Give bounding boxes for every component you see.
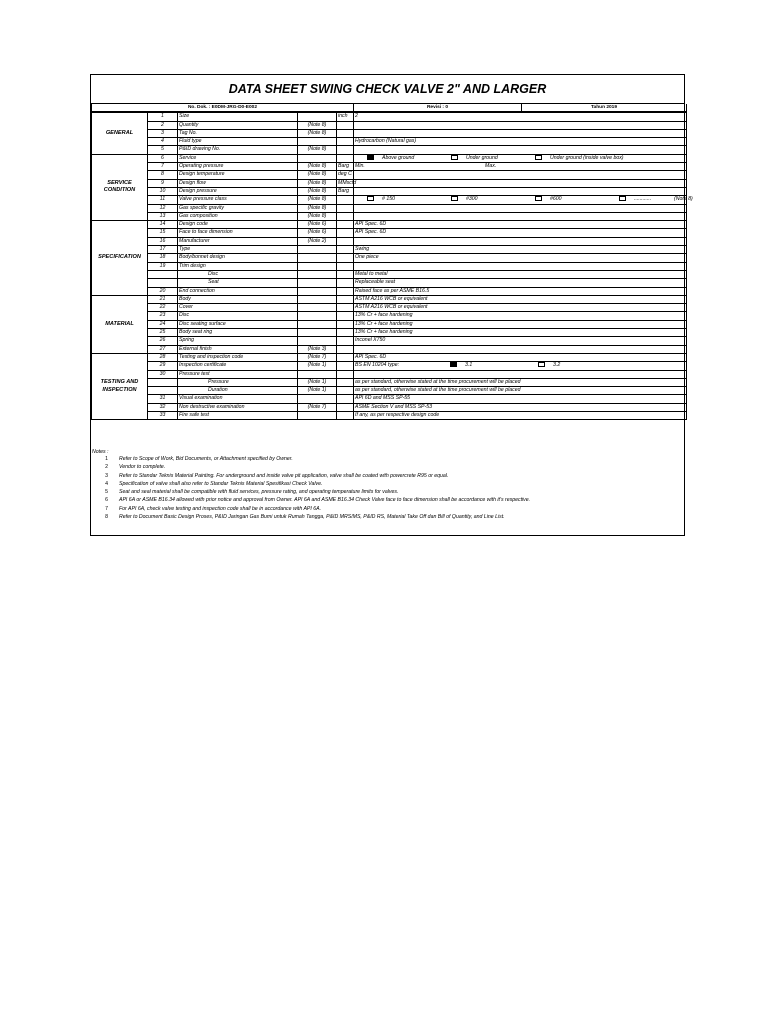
item-label: Fire safe test [178,411,298,419]
item-note: (Note 8) [298,212,337,220]
item-unit [337,312,354,320]
note-number: 6 [105,497,108,504]
item-unit [337,320,354,328]
item-number: 24 [148,320,178,328]
note-number: 7 [105,505,108,512]
item-value[interactable]: Inconel X750 [354,337,687,345]
table-row [92,146,687,154]
note-text: Specification of valve shall also refer to Standar Teknis Material Spesifikasi Check Valve. [119,480,323,487]
table-row [92,362,687,370]
item-number: 17 [148,246,178,254]
item-value[interactable]: ASTM A216 WCB or equivalent [354,304,687,312]
item-number: 9 [148,179,178,187]
service-checkbox-2[interactable] [535,155,542,160]
table-row [92,196,687,204]
item-number: 18 [148,254,178,262]
item-value[interactable] [354,129,687,137]
item-unit [337,212,354,220]
header-row [91,104,687,112]
table-row [92,312,687,320]
item-value[interactable]: as per standard, otherwise stated at the time procurement will be placed [354,378,687,386]
item-unit [337,378,354,386]
item-unit [337,146,354,154]
table-row [92,353,687,361]
item-number: 6 [148,154,178,162]
table-row [92,395,687,403]
table-row [92,246,687,254]
item-label: Size [178,113,298,121]
item-note [298,262,337,270]
table-row [92,320,687,328]
item-unit [337,237,354,245]
spec-table [91,112,693,420]
item-label: Design temperature [178,171,298,179]
item-label: Gas composition [178,212,298,220]
table-row [92,295,687,303]
revision: Revisi : 0 [354,104,522,112]
item-number [148,378,178,386]
table-row [92,171,687,179]
class-checkbox-0[interactable] [367,196,374,201]
item-unit [337,154,354,162]
item-value[interactable]: 13% Cr + face hardening [354,329,687,337]
item-unit [337,387,354,395]
item-unit [337,196,354,204]
item-number: 21 [148,295,178,303]
item-value-text: BS EN 10204 type: [355,362,400,369]
notes-block [91,447,684,521]
item-note [298,411,337,419]
item-label: Operating pressure [178,163,298,171]
item-label: Seat [178,279,298,287]
class-option: #300 [466,196,478,203]
item-unit [337,270,354,278]
class-checkbox-1[interactable] [451,196,458,201]
note-item [91,480,684,488]
note-text: API 6A or ASME B16.34 allowed with prior notice and approval from Owner. API 6A and ASME B16.34 Check Valve face to face dimension shall be accordance with it's respective. [119,497,531,504]
item-value[interactable]: 13% Cr + face hardening [354,312,687,320]
item-unit [337,262,354,270]
item-label: Quantity [178,121,298,129]
item-unit [337,329,354,337]
item-label: Design code [178,221,298,229]
item-number: 32 [148,403,178,411]
item-unit: MMscfd [338,179,357,186]
note-item [91,496,684,504]
item-label: P&ID drawing No. [178,146,298,154]
item-label: Duration [178,387,298,395]
table-row [92,229,687,237]
service-checkbox-1[interactable] [451,155,458,160]
service-option: Above ground [382,154,415,161]
item-number: 14 [148,221,178,229]
item-number: 25 [148,329,178,337]
table-row [92,221,687,229]
table-row [92,237,687,245]
item-unit [337,403,354,411]
item-number: 23 [148,312,178,320]
doc-number: No. Dok. : E0DM-JRG-D0-E002 [92,104,354,112]
item-label: Visual examination [178,395,298,403]
data-sheet [90,74,693,536]
service-checkbox-0[interactable] [367,155,374,160]
item-note [298,295,337,303]
year: Tahun 2019 [522,104,687,112]
table-row [92,187,687,195]
table-row [92,129,687,137]
note-text: Vendor to complete. [119,464,166,471]
note-item [91,455,684,463]
item-label: Design flow [178,179,298,187]
item-number [148,279,178,287]
item-number [148,270,178,278]
class-option: # 150 [382,196,395,203]
table-row [92,329,687,337]
item-unit [337,204,354,212]
item-note [298,395,337,403]
item-value[interactable] [354,187,687,195]
item-note: (Note 1) [298,378,337,386]
item-value[interactable]: API Spec. 6D [354,221,687,229]
item-value[interactable]: 2 [354,113,687,121]
item-number: 28 [148,353,178,361]
note-text: Refer to Standar Teknis Material Painting. For underground and inside valve pit application, valve shall be coated with powercrete R95 or equal. [119,472,449,479]
table-row [92,345,687,353]
class-note: (Note 8) [674,196,693,203]
item-number: 7 [148,163,178,171]
item-label: Testing and inspection code [178,353,298,361]
item-note: (Note 1) [298,362,337,370]
table-row [92,179,687,187]
item-note: (Note 7) [298,353,337,361]
note-text: Seat and seal material shall be compatible with fluid services, pressure rating, and operating temperature limits for valves. [119,489,399,496]
section-material: MATERIAL [92,295,148,353]
item-unit: Barg [337,187,354,195]
item-value[interactable] [354,163,687,171]
note-text: Refer to Document Basic Design Proses, P&ID Jaringan Gas Bumi untuk Rumah Tangga, P&ID MRS/MS, P&ID RS, Material Take Off dan Bill of Quantity, and Line List. [119,514,505,521]
item-note [298,329,337,337]
item-value[interactable]: ASTM A216 WCB or equivalent [354,295,687,303]
item-label: Inspection certificate [178,362,298,370]
item-number: 33 [148,411,178,419]
item-value[interactable]: API Spec. 6D [354,353,687,361]
item-value[interactable] [354,237,687,245]
item-value[interactable] [354,179,687,187]
item-number: 15 [148,229,178,237]
item-unit: deg C [338,171,352,178]
item-value[interactable] [354,204,687,212]
item-note [298,138,337,146]
service-option: Under ground (inside valve box) [550,154,624,161]
item-label: Tag No. [178,129,298,137]
class-checkbox-3[interactable] [619,196,626,201]
item-label: Manufacturer [178,237,298,245]
section-general: GENERAL [92,113,148,154]
item-value[interactable] [354,262,687,270]
item-label: Valve pressure class [178,196,298,204]
note-number: 2 [105,464,108,471]
item-unit [337,138,354,146]
table-row [92,254,687,262]
cert-option: 3.1 [465,362,473,369]
item-label: Body/bonnet design [178,254,298,262]
item-unit [337,295,354,303]
item-label: External finish [178,345,298,353]
table-row [92,138,687,146]
item-number: 19 [148,262,178,270]
class-option: #600 [550,196,562,203]
item-unit [337,345,354,353]
item-note: (Note 8) [298,179,337,187]
item-note [298,279,337,287]
item-number: 8 [148,171,178,179]
item-label: Face to face dimension [178,229,298,237]
item-unit [337,229,354,237]
item-unit [337,221,354,229]
item-note: (Note 8) [298,171,337,179]
item-label: Type [178,246,298,254]
item-unit [337,395,354,403]
table-row [92,204,687,212]
item-value[interactable]: Metal to metal [354,270,687,278]
sheet-title: DATA SHEET SWING CHECK VALVE 2" AND LARGER [91,75,684,104]
item-number: 16 [148,237,178,245]
item-unit: inch [337,113,354,121]
item-label: Trim design [178,262,298,270]
note-item [91,505,684,513]
table-row [92,212,687,220]
item-number: 11 [148,196,178,204]
item-value[interactable]: Swing [354,246,687,254]
item-unit [337,287,354,295]
item-number: 31 [148,395,178,403]
table-row [92,121,687,129]
item-unit [337,279,354,287]
class-checkbox-2[interactable] [535,196,542,201]
item-unit: Barg [337,163,354,171]
item-number: 10 [148,187,178,195]
item-note [298,337,337,345]
section-service: SERVICE CONDITION [92,154,148,220]
table-row [92,262,687,270]
item-value[interactable] [354,345,687,353]
item-number: 12 [148,204,178,212]
item-unit [337,121,354,129]
item-label: Disc seating surface [178,320,298,328]
item-unit [337,246,354,254]
item-value[interactable]: API Spec. 6D [354,229,687,237]
item-label: Service [178,154,298,162]
item-label: Pressure test [178,370,298,378]
note-number: 1 [105,456,108,462]
item-value[interactable] [354,171,687,179]
item-label: Design pressure [178,187,298,195]
note-number: 3 [105,472,108,479]
item-number: 13 [148,212,178,220]
item-note: (Note 1) [298,387,337,395]
table-row [92,163,687,171]
item-note [298,270,337,278]
item-unit [337,337,354,345]
item-value[interactable]: One piece [354,254,687,262]
max-label: Max. [485,163,497,170]
table-row [92,287,687,295]
note-item [91,488,684,496]
table-row [92,370,687,378]
note-item [91,463,684,471]
item-label: Non destructive examination [178,403,298,411]
table-row [92,403,687,411]
item-value[interactable] [354,362,687,370]
item-number: 30 [148,370,178,378]
item-value[interactable] [354,212,687,220]
item-note: (Note 8) [298,196,337,204]
item-value[interactable]: If any, as per respective design code [354,411,687,419]
note-item [91,513,684,521]
item-note [298,312,337,320]
item-label: Disc [178,270,298,278]
item-number: 20 [148,287,178,295]
cert-option: 3.2 [553,362,561,369]
item-value[interactable]: Raised face as per ASME B16.5 [354,287,687,295]
item-value[interactable]: Hydrocarbon (Natural gas) [354,138,687,146]
note-text: For API 6A, check valve testing and inspection code shall be in accordance with API 6A. [119,505,322,512]
table-row [92,154,687,162]
table-row [92,113,687,121]
cert-checkbox-0[interactable] [450,362,457,367]
item-number: 5 [148,146,178,154]
item-note [298,154,337,162]
item-number: 4 [148,138,178,146]
table-row [92,270,687,278]
item-value[interactable]: as per standard, otherwise stated at the time procurement will be placed [354,387,687,395]
min-label: Min. [355,163,365,170]
item-unit [337,304,354,312]
item-number: 1 [148,113,178,121]
item-unit [337,254,354,262]
item-number: 26 [148,337,178,345]
item-label: Disc [178,312,298,320]
item-note: (Note 6) [298,221,337,229]
note-number: 5 [105,489,108,496]
item-value[interactable]: ASME Section V and MSS SP-53 [354,403,687,411]
item-note [298,370,337,378]
item-note [298,113,337,121]
item-label: Cover [178,304,298,312]
item-note: (Note 8) [298,187,337,195]
table-row [92,387,687,395]
section-specification: SPECIFICATION [92,221,148,296]
note-item [91,472,684,480]
item-note: (Note 8) [298,129,337,137]
class-option: ............ [634,196,652,203]
item-note: (Note 2) [298,237,337,245]
item-number: 22 [148,304,178,312]
item-value[interactable] [354,146,687,154]
item-number: 29 [148,362,178,370]
item-value[interactable]: 13% Cr + face hardening [354,320,687,328]
item-note [298,246,337,254]
item-note: (Note 8) [298,121,337,129]
item-value[interactable]: API 6D and MSS SP-55 [354,395,687,403]
item-value[interactable] [354,196,693,204]
item-note [298,254,337,262]
table-row [92,337,687,345]
item-note: (Note 8) [298,146,337,154]
item-unit [337,129,354,137]
item-note: (Note 7) [298,403,337,411]
item-unit [337,370,354,378]
table-row [92,279,687,287]
note-text: Refer to Scope of Work, Bid Documents, or Attachment specified by Owner. [119,456,293,462]
item-note [298,320,337,328]
item-note: (Note 3) [298,345,337,353]
item-unit [337,362,354,370]
item-value[interactable] [354,121,687,129]
table-row [92,304,687,312]
item-label: Gas specific gravity [178,204,298,212]
item-note: (Note 8) [298,163,337,171]
service-option: Under ground [466,154,498,161]
item-number: 27 [148,345,178,353]
note-number: 8 [105,514,108,521]
item-label: Fluid type [178,138,298,146]
item-label: Pressure [178,378,298,386]
cert-checkbox-1[interactable] [538,362,545,367]
section-testing: TESTING AND INSPECTION [92,353,148,419]
item-note: (Note 6) [298,229,337,237]
item-note [298,287,337,295]
item-number: 3 [148,129,178,137]
table-row [92,378,687,386]
item-value[interactable] [354,154,687,162]
item-number [148,387,178,395]
item-note [298,304,337,312]
item-label: End connection [178,287,298,295]
note-number: 4 [105,480,108,487]
item-value[interactable]: Replaceable seat [354,279,687,287]
item-note: (Note 8) [298,204,337,212]
item-number: 2 [148,121,178,129]
item-label: Spring [178,337,298,345]
item-unit [337,411,354,419]
item-label: Body seat ring [178,329,298,337]
item-unit [337,353,354,361]
table-row [92,411,687,419]
notes-title: Notes : [92,449,109,455]
item-label: Body [178,295,298,303]
item-value[interactable] [354,370,687,378]
